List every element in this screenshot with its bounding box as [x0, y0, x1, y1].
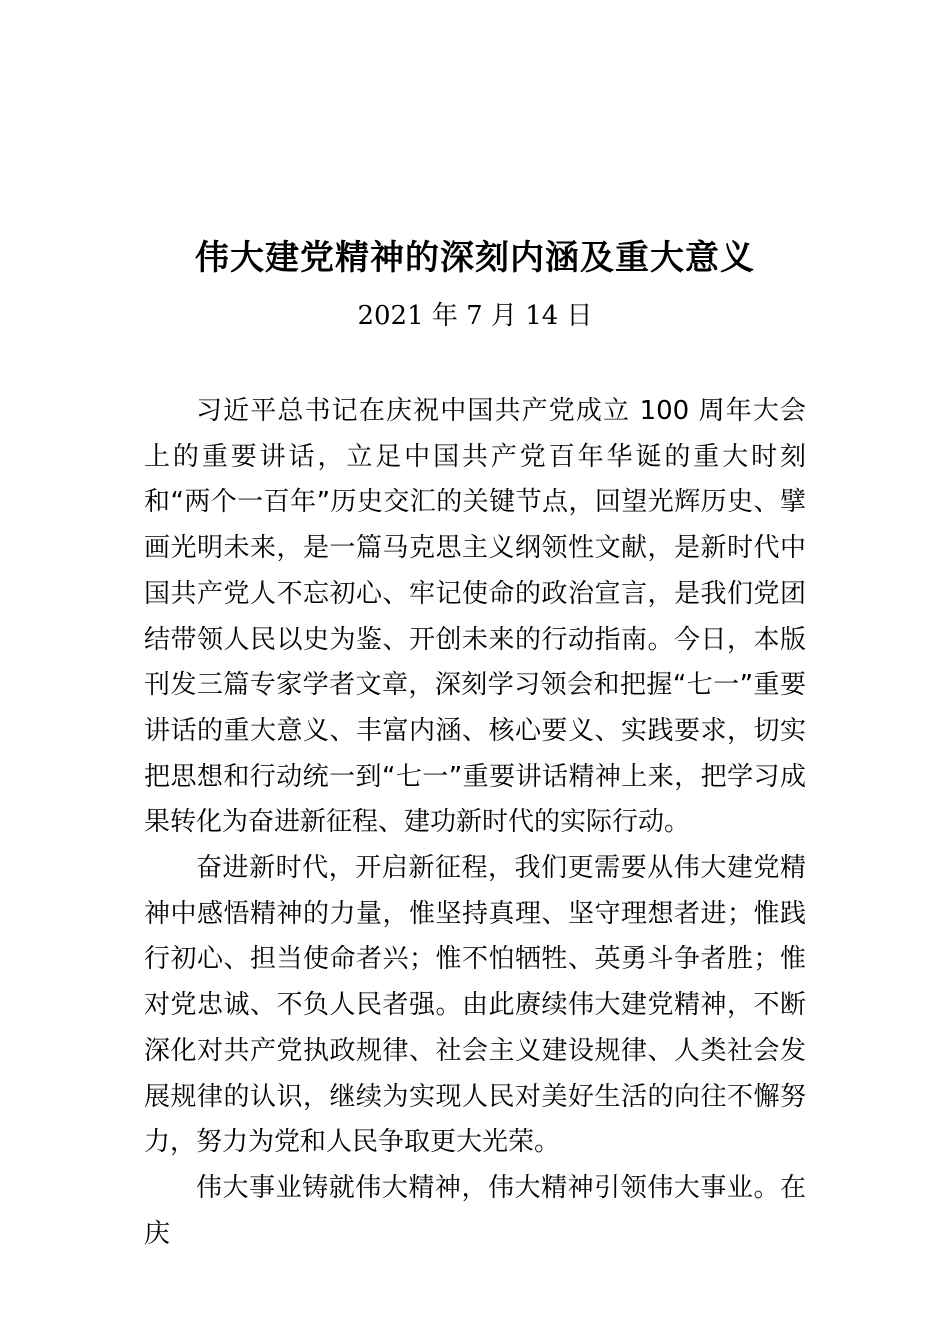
document-date: 2021 年 7 月 14 日 — [357, 301, 593, 331]
document-body — [144, 389, 806, 1249]
paragraph-1: 习近平总书记在庆祝中国共产党成立 100 周年大会上的重要讲话，立足中国共产党百年华诞的重大时刻和“两个一百年”历史交汇的关键节点，回望光辉历史、擘画光明未来，是一篇马克思主义纲领性文献，是新时代中国共产党人不忘初心、牢记使命的政治宣言，是我们党团结带领人民以史为鉴、开创未来的行动指南。今日，本版刊发三篇专家学者文章，深刻学习领会和把握“七一”重要讲话的重大意义、丰富内涵、核心要义、实践要求，切实把思想和行动统一到“七一”重要讲话精神上来，把学习成果转化为奋进新征程、建功新时代的实际行动。 — [144, 396, 806, 838]
document-title: 伟大建党精神的深刻内涵及重大意义 — [195, 238, 755, 278]
paragraph-3: 伟大事业铸就伟大精神，伟大精神引领伟大事业。在庆 — [144, 1172, 806, 1249]
paragraph-2: 奋进新时代，开启新征程，我们更需要从伟大建党精神中感悟精神的力量，惟坚持真理、坚守理想者进；惟践行初心、担当使命者兴；惟不怕牺牲、英勇斗争者胜；惟对党忠诚、不负人民者强。由此赓续伟大建党精神，不断深化对共产党执政规律、社会主义建设规律、人类社会发展规律的认识，继续为实现人民对美好生活的向往不懈努力，努力为党和人民争取更大光荣。 — [144, 853, 806, 1158]
